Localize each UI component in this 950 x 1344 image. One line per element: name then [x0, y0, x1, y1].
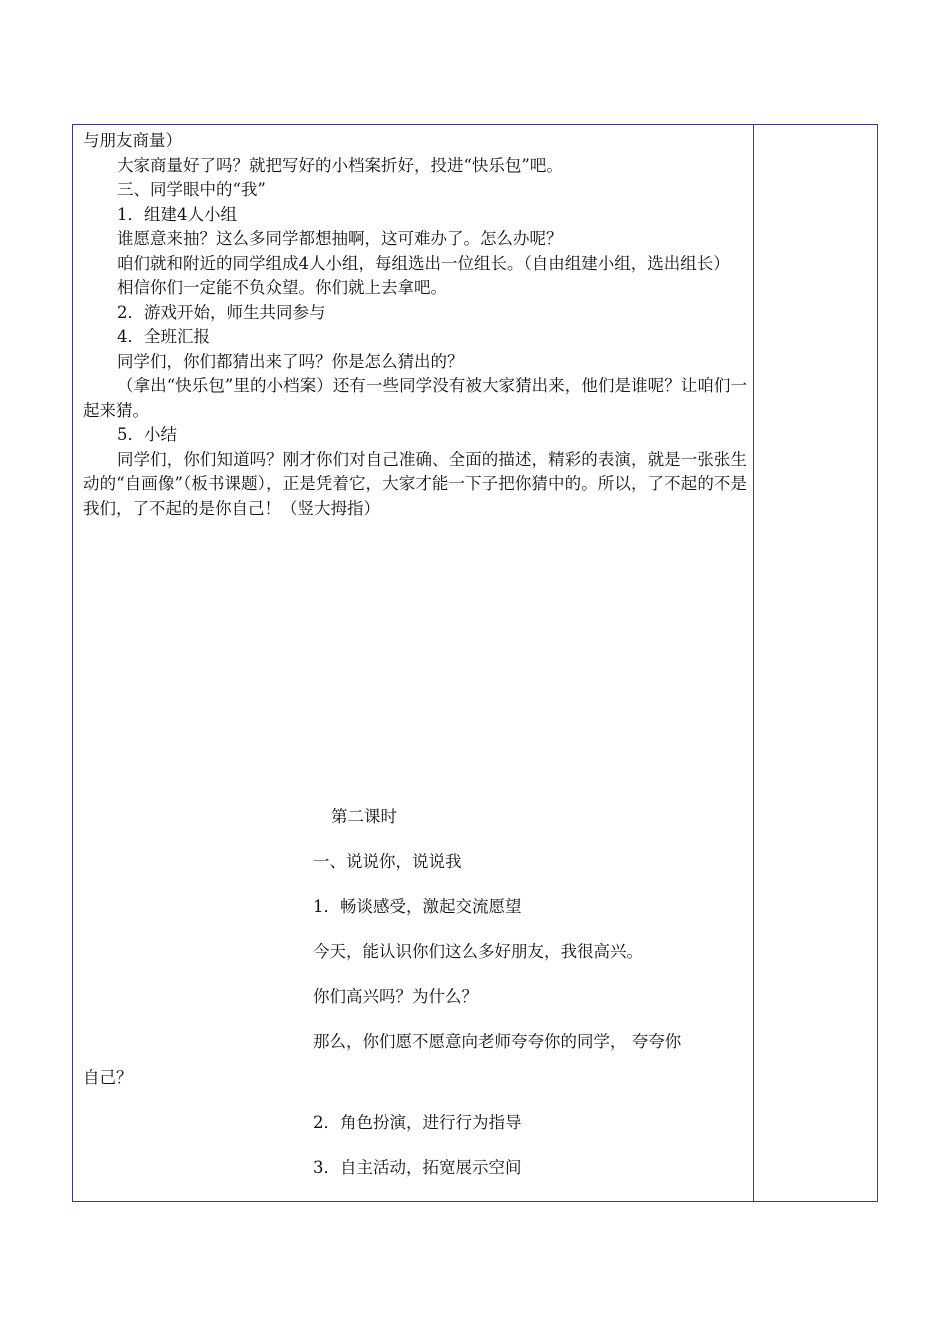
text-line: 与朋友商量）: [83, 131, 182, 150]
lesson-content-part1: [83, 129, 747, 521]
text-paragraph: 咱们就和附近的同学组成4人小组，每组选出一位组长。（自由组建小组，选出组长）: [117, 253, 730, 273]
step-heading: 1．畅谈感受，激起交流愿望: [313, 897, 522, 916]
text-paragraph: 同学们，你们知道吗？刚才你们对自己准确、全面的描述，精彩的表演，就是一张张生动的“自画像”（板书课题），正是凭着它，大家才能一下子把你猜中的。所以，了不起的不是我们，了不起的是你自己！（竖大拇指）: [83, 449, 747, 518]
text-line: 谁愿意来抽？这么多同学都想抽啊，这可难办了。怎么办呢？: [117, 229, 563, 248]
section-heading: 一、说说你，说说我: [313, 852, 462, 871]
step-heading: 2．角色扮演，进行行为指导: [313, 1113, 522, 1132]
text-paragraph: （拿出“快乐包”里的小档案）还有一些同学没有被大家猜出来，他们是谁呢？让咱们一起来猜。: [83, 376, 747, 420]
step-heading: 4．全班汇报: [117, 327, 210, 346]
step-heading: 3．自主活动，拓宽展示空间: [313, 1158, 522, 1177]
notes-column-cell: [755, 125, 877, 1201]
lesson-period-title: 第二课时: [331, 807, 397, 826]
text-line: 同学们，你们都猜出来了吗？你是怎么猜出的？: [117, 351, 464, 371]
lesson-content-part2: [83, 805, 747, 1180]
text-line: 相信你们一定能不负众望。你们就上去拿吧。: [117, 278, 447, 297]
step-heading: 5．小结: [117, 425, 177, 444]
text-line: 自己？: [83, 1068, 133, 1087]
text-line: 今天，能认识你们这么多好朋友，我很高兴。: [313, 942, 643, 961]
step-heading: 1．组建4人小组: [117, 204, 237, 224]
text-line: 那么，你们愿不愿意向老师夸夸你的同学， 夸夸你: [313, 1032, 682, 1051]
section-heading: 三、同学眼中的“我”: [117, 180, 266, 199]
text-line: 大家商量好了吗？就把写好的小档案折好，投进“快乐包”吧。: [117, 155, 563, 175]
step-heading: 2．游戏开始，师生共同参与: [117, 302, 326, 322]
column-divider: [753, 125, 754, 1201]
text-line: 你们高兴吗？为什么？: [313, 987, 478, 1006]
lesson-plan-table: [72, 124, 878, 1202]
